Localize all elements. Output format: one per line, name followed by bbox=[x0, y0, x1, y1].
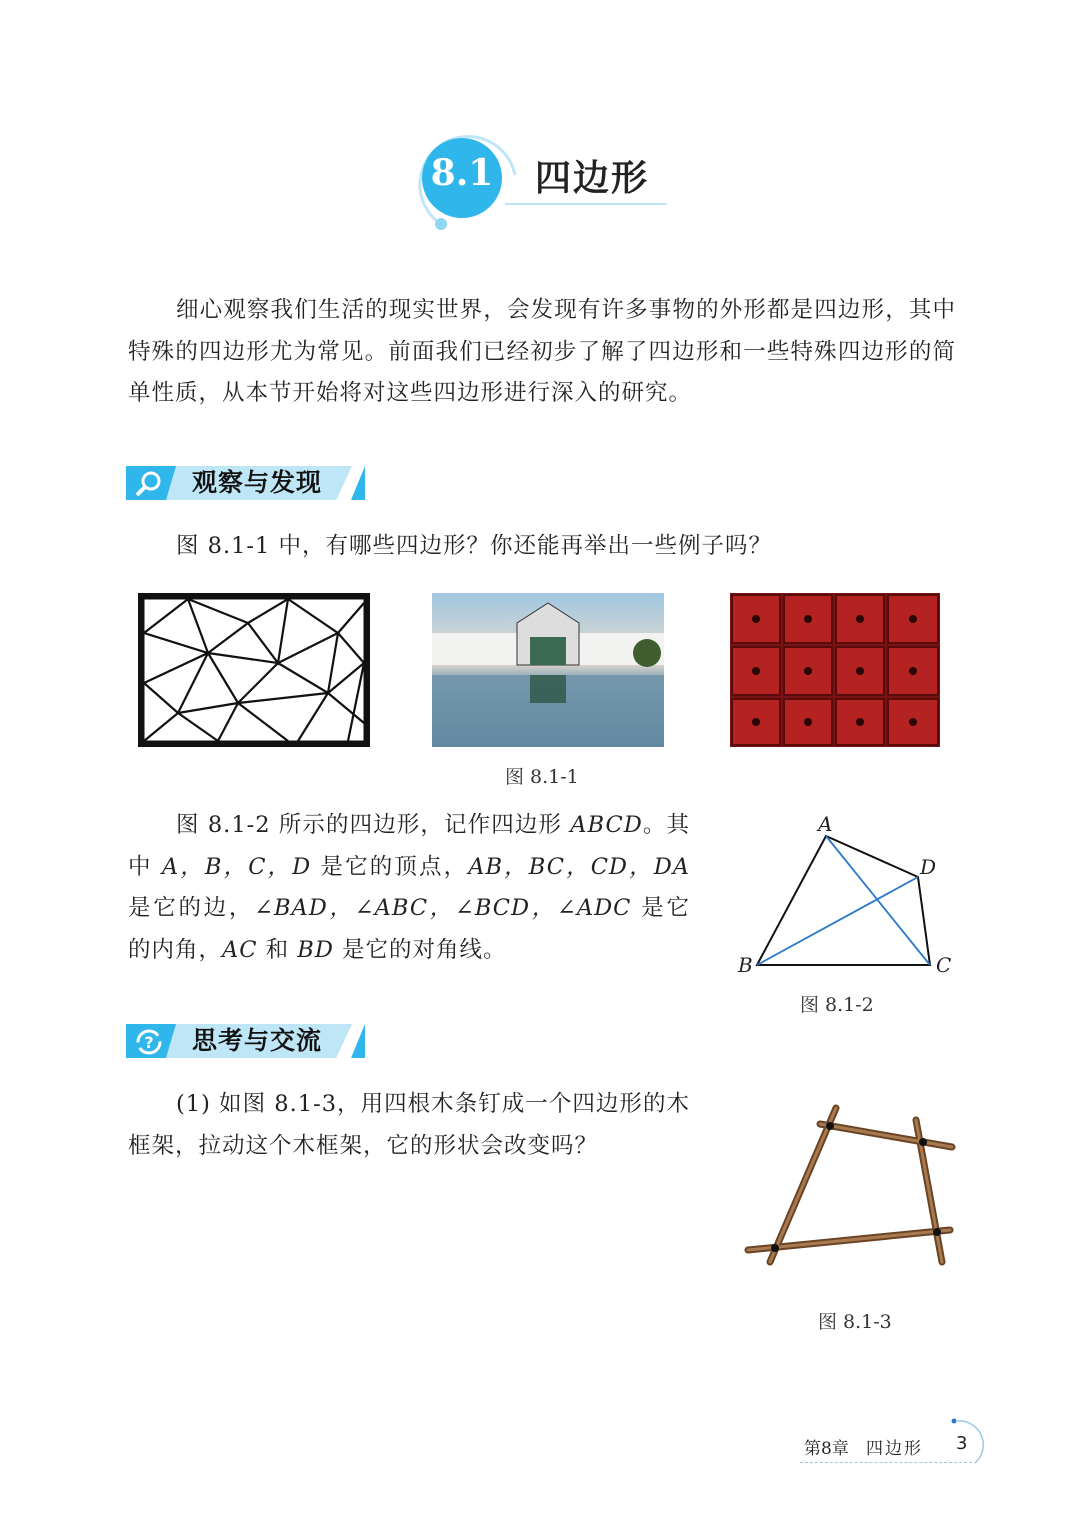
think-question: (1) 如图 8.1-3，用四根木条钉成一个四边形的木框架，拉动这个木框架，它的形状会改变吗？ bbox=[128, 1091, 690, 1159]
svg-text:?: ? bbox=[144, 1033, 154, 1052]
figure-caption-1: 图 8.1-1 bbox=[505, 766, 579, 788]
footer-chapter: 第8章 bbox=[804, 1439, 849, 1459]
figure-caption-3: 图 8.1-3 bbox=[818, 1311, 892, 1333]
wooden-frame-image bbox=[740, 1100, 960, 1270]
footer-arc-decoration bbox=[945, 1415, 990, 1470]
vertex-label-c: C bbox=[936, 953, 952, 977]
observe-heading bbox=[126, 464, 366, 502]
think-title: 思考与交流 bbox=[192, 1026, 323, 1055]
vertex-label-a: A bbox=[818, 812, 833, 836]
question-cycle-icon bbox=[134, 1027, 164, 1057]
definition-paragraph: 图 8.1-2 所示的四边形，记作四边形 ABCD。其中 A，B，C，D 是它的顶点，AB，BC，CD，DA 是它的边，∠BAD，∠ABC，∠BCD，∠ADC 是它的内角，AC 和 BD 是它的对角线。 bbox=[128, 812, 690, 963]
page-number: 3 bbox=[956, 1433, 968, 1454]
red-drawers-photo bbox=[730, 593, 940, 747]
magnifier-icon bbox=[134, 470, 164, 498]
think-heading bbox=[126, 1022, 366, 1060]
observe-title: 观察与发现 bbox=[192, 468, 323, 497]
vertex-label-d: D bbox=[920, 855, 937, 879]
figure-caption-2: 图 8.1-2 bbox=[800, 994, 874, 1016]
quadrilateral-abcd-diagram bbox=[730, 810, 960, 980]
section-number: 8.1 bbox=[430, 152, 494, 194]
intro-paragraph: 细心观察我们生活的现实世界，会发现有许多事物的外形都是四边形，其中特殊的四边形尤为常见。前面我们已经初步了解了四边形和一些特殊四边形的简单性质，从本节开始将对这些四边形进行深入的研究。 bbox=[128, 297, 956, 406]
section-title: 四边形 bbox=[535, 157, 650, 199]
lattice-window-image bbox=[138, 593, 370, 747]
footer-chapter-title: 四边形 bbox=[866, 1439, 923, 1459]
observe-question: 图 8.1-1 中，有哪些四边形？你还能再举出一些例子吗？ bbox=[176, 533, 773, 559]
building-reflection-photo bbox=[432, 593, 664, 747]
vertex-label-b: B bbox=[738, 953, 753, 977]
